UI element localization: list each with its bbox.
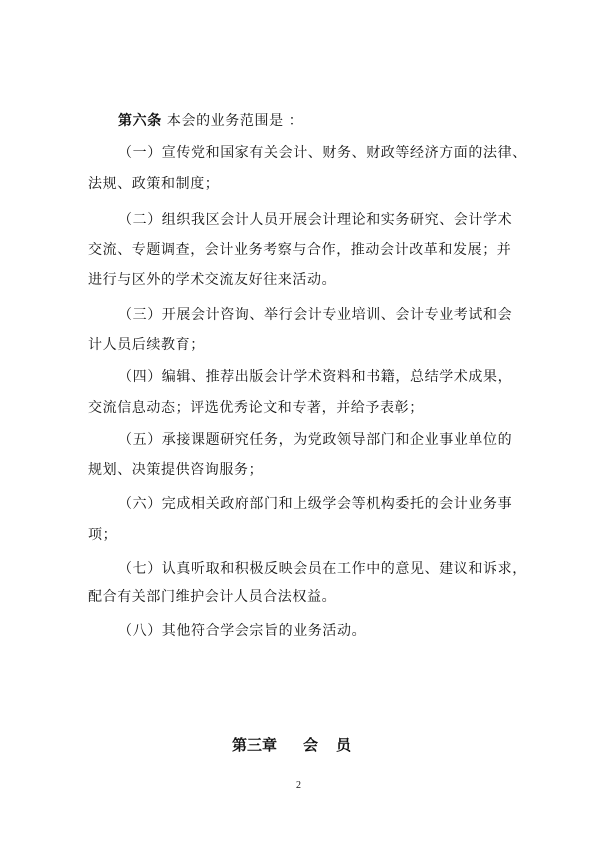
item-7-line-2: 配合有关部门维护会计人员合法权益。 [88, 589, 337, 605]
item-3-line-1: （三）开展会计咨询、举行会计专业培训、会计专业考试和会 [118, 307, 513, 323]
page-number: 2 [296, 780, 301, 791]
article-intro: 本会的业务范围是 ： [166, 113, 304, 129]
item-4-line-1: （四）编辑、推荐出版会计学术资料和书籍，总结学术成果， [118, 369, 513, 385]
chapter-title-char-1: 会 [303, 736, 319, 754]
article-heading-line [118, 111, 303, 131]
item-5-line-2: 规划、决策提供咨询服务； [88, 462, 264, 478]
item-4-line-2: 交流信息动态；评选优秀论文和专著，并给予表彰； [88, 400, 424, 416]
chapter-label: 第三章 [232, 736, 278, 754]
item-5-line-1: （五）承接课题研究任务，为党政领导部门和企业事业单位的 [118, 432, 513, 448]
article-number: 第六条 [118, 113, 162, 129]
chapter-title-char-2: 员 [336, 736, 352, 754]
item-1-line-2: 法规、政策和制度； [88, 176, 220, 192]
item-8-line-1: （八）其他符合学会宗旨的业务活动。 [118, 623, 367, 639]
item-3-line-2: 计人员后续教育； [88, 337, 205, 353]
chapter-heading [232, 735, 351, 755]
item-7-line-1: （七）认真听取和积极反映会员在工作中的意见、建议和诉求， [118, 561, 527, 577]
item-2-line-2: 交流、专题调查，会计业务考察与合作，推动会计改革和发展；并 [88, 242, 512, 258]
item-6-line-1: （六）完成相关政府部门和上级学会等机构委托的会计业务事 [118, 496, 513, 512]
item-1-line-1: （一）宣传党和国家有关会计、财务、财政等经济方面的法律、 [118, 145, 527, 161]
item-2-line-1: （二）组织我区会计人员开展会计理论和实务研究、会计学术 [118, 212, 513, 228]
item-2-line-3: 进行与区外的学术交流友好往来活动。 [88, 272, 337, 288]
item-6-line-2: 项； [88, 527, 118, 543]
